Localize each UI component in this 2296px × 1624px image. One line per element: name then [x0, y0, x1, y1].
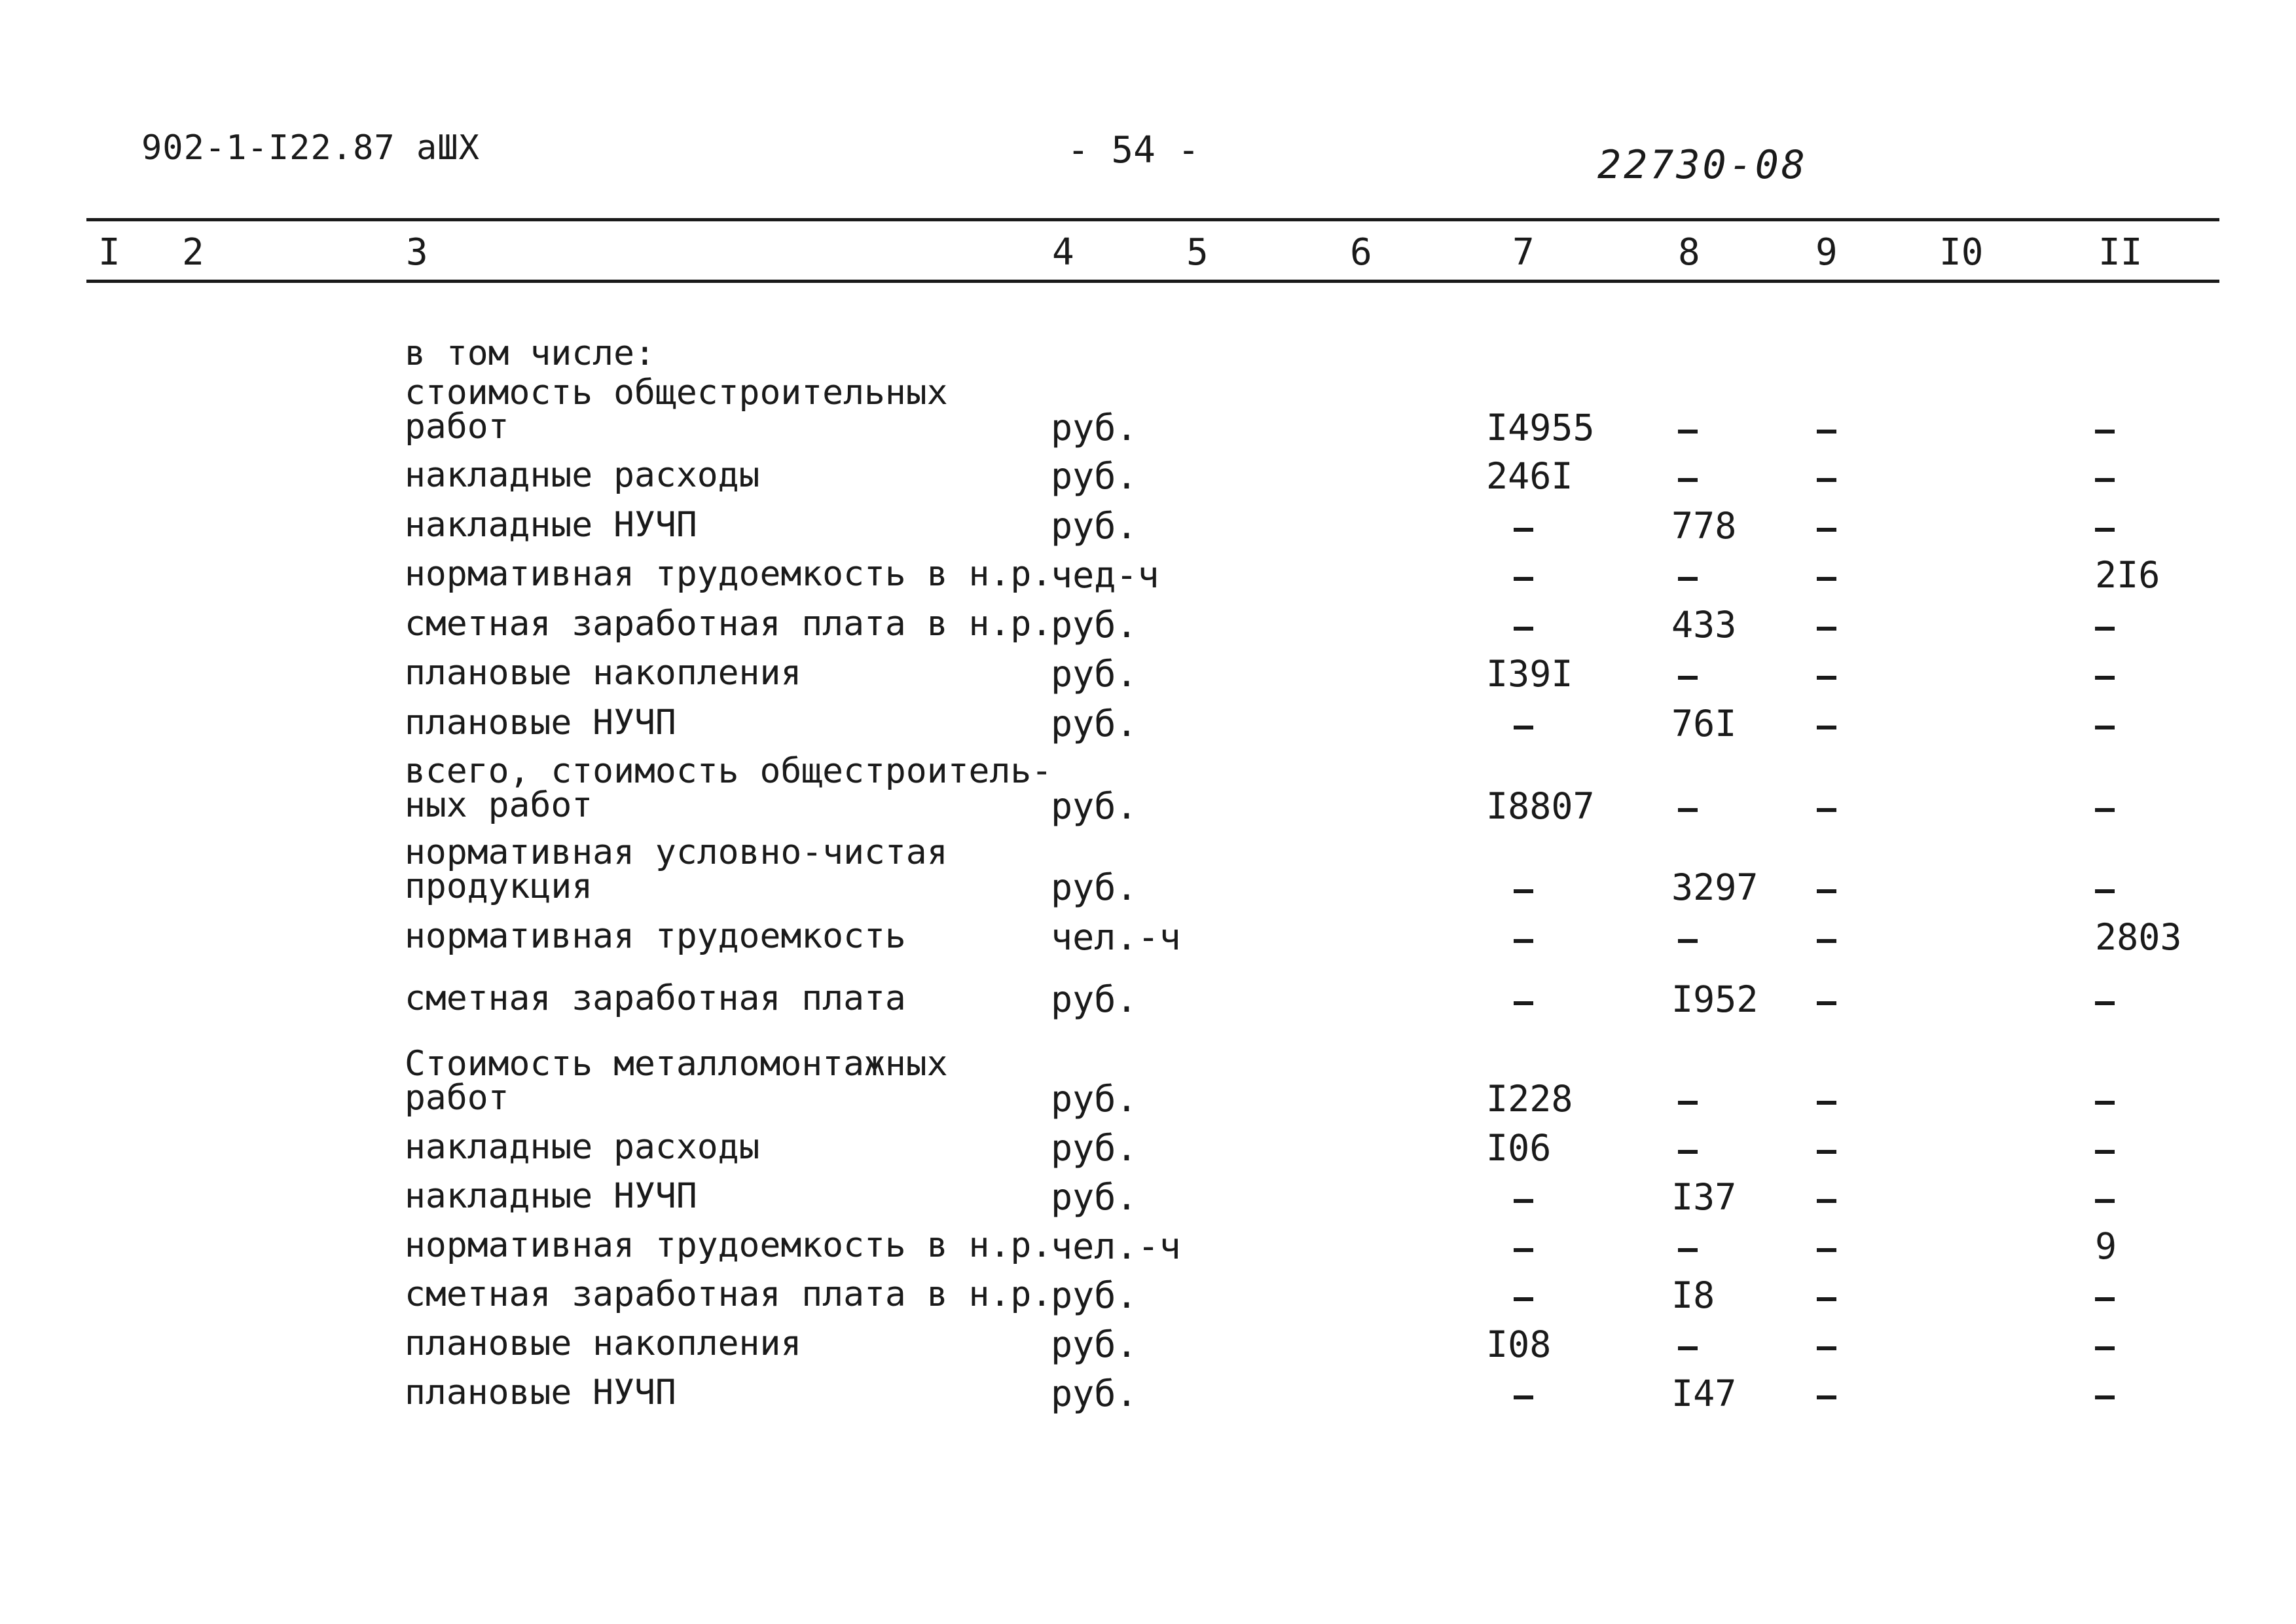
column-number-3: 3	[406, 231, 428, 274]
dash-mark	[1817, 1395, 1836, 1399]
cell-value-c11: 2803	[2095, 916, 2182, 958]
column-number-10: I0	[1939, 231, 1984, 274]
row-unit: руб.	[1051, 866, 1138, 908]
dash-mark	[1514, 1199, 1533, 1203]
column-number-1: I	[98, 231, 120, 274]
row-name-line: накладные расходы	[405, 1127, 760, 1167]
row-name-line: работ	[405, 407, 509, 447]
row-name-line: Стоимость металломонтажных	[405, 1044, 948, 1084]
section-label: в том числе:	[405, 333, 655, 373]
dash-mark	[2095, 1001, 2115, 1005]
row-unit: чел.-ч	[1051, 1225, 1181, 1267]
cell-value-c8: 3297	[1671, 866, 1758, 908]
dash-mark	[1817, 1101, 1836, 1105]
dash-mark	[1817, 889, 1836, 893]
dash-mark	[1817, 676, 1836, 680]
row-unit: руб.	[1051, 653, 1138, 695]
row-unit: руб.	[1051, 455, 1138, 497]
column-number-4: 4	[1052, 231, 1074, 274]
row-name-line: всего, стоимость общестроитель-	[405, 751, 1053, 791]
dash-mark	[1678, 1101, 1698, 1105]
dash-mark	[1678, 1346, 1698, 1350]
cell-value-c7: I39I	[1486, 653, 1573, 695]
row-name-line: нормативная условно-чистая	[405, 832, 948, 872]
page-number: - 54 -	[1067, 129, 1200, 172]
row-unit: руб.	[1051, 505, 1138, 547]
dash-mark	[1817, 1150, 1836, 1154]
dash-mark	[1678, 430, 1698, 434]
dash-mark	[2095, 808, 2115, 812]
row-unit: руб.	[1051, 1323, 1138, 1365]
dash-mark	[2095, 528, 2115, 532]
row-name-line: накладные расходы	[405, 455, 760, 495]
row-name-line: нормативная трудоемкость	[405, 916, 906, 956]
cell-value-c7: 246I	[1486, 455, 1573, 497]
row-unit: руб.	[1051, 1127, 1138, 1169]
dash-mark	[1817, 808, 1836, 812]
dash-mark	[2095, 1199, 2115, 1203]
dash-mark	[2095, 1101, 2115, 1105]
cell-value-c8: I37	[1671, 1176, 1737, 1218]
row-unit: руб.	[1051, 1078, 1138, 1120]
dash-mark	[1514, 1297, 1533, 1301]
row-name-line: нормативная трудоемкость в н.р.	[405, 1225, 1053, 1265]
dash-mark	[2095, 726, 2115, 729]
dash-mark	[2095, 478, 2115, 482]
archive-number: 22730-08	[1597, 142, 1808, 188]
dash-mark	[1817, 1297, 1836, 1301]
dash-mark	[1817, 939, 1836, 943]
dash-mark	[1514, 939, 1533, 943]
dash-mark	[1817, 627, 1836, 631]
row-name-line: накладные НУЧП	[405, 1176, 697, 1216]
dash-mark	[1678, 577, 1698, 581]
cell-value-c7: I228	[1486, 1078, 1573, 1120]
row-name-line: сметная заработная плата в н.р.	[405, 1274, 1053, 1314]
row-name-line: сметная заработная плата в н.р.	[405, 604, 1053, 644]
column-number-11: II	[2098, 231, 2143, 274]
row-name-line: плановые НУЧП	[405, 1373, 676, 1412]
cell-value-c7: I08	[1486, 1323, 1552, 1365]
row-name-line: плановые НУЧП	[405, 703, 676, 743]
column-number-9: 9	[1815, 231, 1838, 274]
row-unit: руб.	[1051, 703, 1138, 745]
column-number-6: 6	[1350, 231, 1372, 274]
dash-mark	[2095, 676, 2115, 680]
dash-mark	[1678, 808, 1698, 812]
row-unit: руб.	[1051, 1176, 1138, 1218]
cell-value-c8: I47	[1671, 1373, 1737, 1414]
document-code: 902-1-I22.87 аШХ	[141, 128, 480, 168]
dash-mark	[1817, 726, 1836, 729]
dash-mark	[2095, 430, 2115, 434]
cell-value-c8: 76I	[1671, 703, 1737, 745]
row-unit: руб.	[1051, 1373, 1138, 1414]
row-name-line: сметная заработная плата	[405, 978, 906, 1018]
row-unit: чед-ч	[1051, 554, 1159, 596]
dash-mark	[1678, 1150, 1698, 1154]
cell-value-c7: I8807	[1486, 785, 1595, 827]
dash-mark	[1678, 939, 1698, 943]
row-name-line: ных работ	[405, 785, 593, 825]
dash-mark	[1817, 430, 1836, 434]
column-number-5: 5	[1186, 231, 1209, 274]
table-top-rule	[86, 218, 2219, 221]
dash-mark	[1514, 627, 1533, 631]
cell-value-c11: 9	[2095, 1225, 2117, 1267]
row-unit: руб.	[1051, 785, 1138, 827]
row-name-line: накладные НУЧП	[405, 505, 697, 545]
row-name-line: продукция	[405, 866, 593, 906]
cell-value-c8: I8	[1671, 1274, 1715, 1316]
row-unit: руб.	[1051, 1274, 1138, 1316]
cell-value-c11: 2I6	[2095, 554, 2160, 596]
dash-mark	[2095, 1395, 2115, 1399]
row-name-line: нормативная трудоемкость в н.р.	[405, 554, 1053, 594]
dash-mark	[1514, 1395, 1533, 1399]
dash-mark	[1514, 577, 1533, 581]
table-header-rule	[86, 280, 2219, 283]
dash-mark	[1514, 726, 1533, 729]
row-unit: руб.	[1051, 407, 1138, 449]
row-unit: руб.	[1051, 978, 1138, 1020]
dash-mark	[1817, 1248, 1836, 1252]
dash-mark	[1817, 528, 1836, 532]
column-number-8: 8	[1678, 231, 1700, 274]
cell-value-c8: I952	[1671, 978, 1758, 1020]
row-unit: чел.-ч	[1051, 916, 1181, 958]
row-name-line: плановые накопления	[405, 1323, 802, 1363]
dash-mark	[1678, 478, 1698, 482]
cell-value-c8: 778	[1671, 505, 1737, 547]
cell-value-c7: I4955	[1486, 407, 1595, 449]
row-name-line: работ	[405, 1078, 509, 1118]
dash-mark	[2095, 1150, 2115, 1154]
dash-mark	[1817, 478, 1836, 482]
dash-mark	[1817, 577, 1836, 581]
dash-mark	[1514, 1248, 1533, 1252]
dash-mark	[1514, 889, 1533, 893]
dash-mark	[2095, 627, 2115, 631]
dash-mark	[2095, 889, 2115, 893]
dash-mark	[1514, 1001, 1533, 1005]
column-number-2: 2	[182, 231, 204, 274]
cell-value-c8: 433	[1671, 604, 1737, 646]
row-unit: руб.	[1051, 604, 1138, 646]
cell-value-c7: I06	[1486, 1127, 1552, 1169]
dash-mark	[1817, 1199, 1836, 1203]
dash-mark	[1678, 1248, 1698, 1252]
row-name-line: стоимость общестроительных	[405, 373, 948, 413]
dash-mark	[2095, 1346, 2115, 1350]
dash-mark	[1514, 528, 1533, 532]
dash-mark	[2095, 1297, 2115, 1301]
column-number-7: 7	[1512, 231, 1535, 274]
dash-mark	[1678, 676, 1698, 680]
dash-mark	[1817, 1001, 1836, 1005]
dash-mark	[1817, 1346, 1836, 1350]
row-name-line: плановые накопления	[405, 653, 802, 693]
